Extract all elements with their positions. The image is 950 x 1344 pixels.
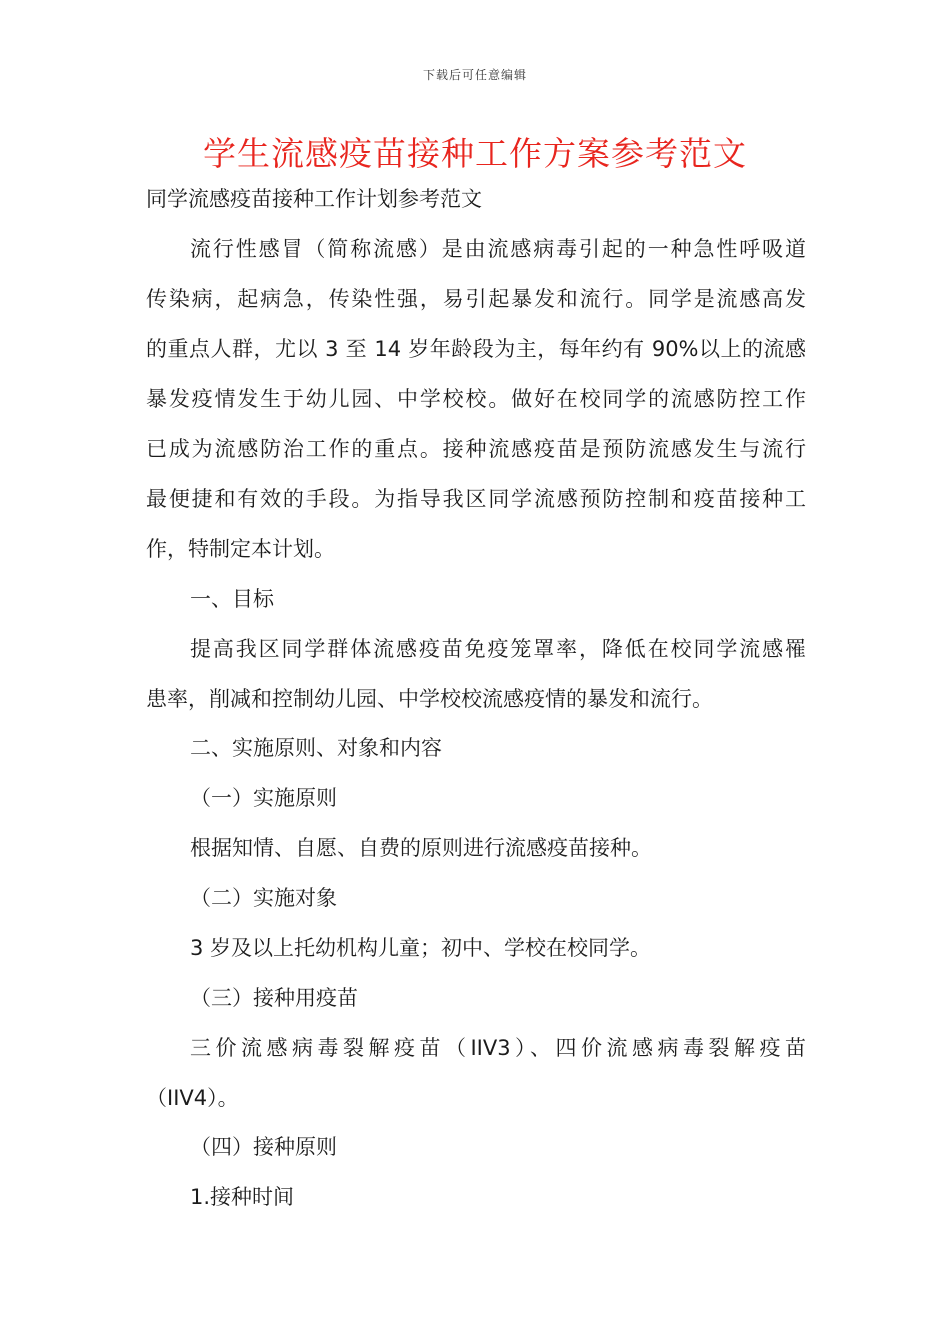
header-note: 下载后可任意编辑: [422, 68, 527, 82]
section-heading: 一、目标: [190, 587, 274, 611]
paragraph-line: （IIV4）。: [146, 1086, 239, 1110]
section-heading: 二、实施原则、对象和内容: [190, 736, 442, 760]
paragraph-line: 根据知情、自愿、自费的原则进行流感疫苗接种。: [190, 836, 652, 860]
subsection-heading: （四）接种原则: [190, 1135, 337, 1159]
item-heading: 1.接种时间: [190, 1185, 295, 1209]
paragraph-line: 最便捷和有效的手段。为指导我区同学流感预防控制和疫苗接种工: [146, 487, 806, 511]
paragraph-line: 三价流感病毒裂解疫苗（IIV3）、四价流感病毒裂解疫苗: [190, 1036, 806, 1060]
paragraph-line: 提高我区同学群体流感疫苗免疫笼罩率，降低在校同学流感罹: [190, 637, 806, 661]
paragraph-line: 患率，削减和控制幼儿园、中学校校流感疫情的暴发和流行。: [146, 687, 713, 711]
paragraph-line: 流行性感冒（简称流感）是由流感病毒引起的一种急性呼吸道: [190, 237, 806, 261]
paragraph-line: 3 岁及以上托幼机构儿童；初中、学校在校同学。: [190, 936, 652, 960]
document-subtitle: 同学流感疫苗接种工作计划参考范文: [146, 187, 482, 211]
paragraph-line: 作，特制定本计划。: [146, 537, 335, 561]
paragraph-line: 已成为流感防治工作的重点。接种流感疫苗是预防流感发生与流行: [146, 437, 806, 461]
paragraph-line: 传染病，起病急，传染性强，易引起暴发和流行。同学是流感高发: [146, 287, 806, 311]
subsection-heading: （一）实施原则: [190, 786, 337, 810]
paragraph-line: 的重点人群，尤以 3 至 14 岁年龄段为主，每年约有 90%以上的流感: [146, 337, 806, 361]
paragraph-line: 暴发疫情发生于幼儿园、中学校校。做好在校同学的流感防控工作: [146, 387, 806, 411]
subsection-heading: （二）实施对象: [190, 886, 337, 910]
subsection-heading: （三）接种用疫苗: [190, 986, 358, 1010]
document-title: 学生流感疫苗接种工作方案参考范文: [203, 134, 747, 173]
